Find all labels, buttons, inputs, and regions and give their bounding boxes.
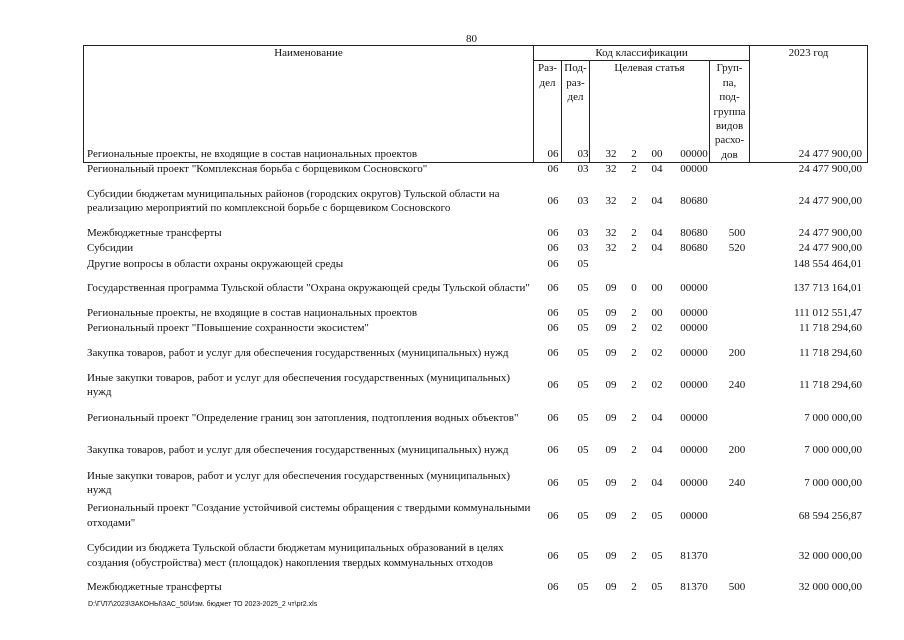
row-code-p1: 32 bbox=[605, 242, 617, 255]
row-code-p1: 09 bbox=[605, 346, 617, 359]
row-code-p3: 05 bbox=[651, 581, 663, 594]
table-row bbox=[83, 337, 868, 370]
row-amount: 7 000 000,00 bbox=[804, 477, 862, 490]
row-code-p1: 32 bbox=[605, 226, 617, 239]
row-code-p4: 80680 bbox=[680, 195, 708, 208]
row-code-rz: 06 bbox=[547, 444, 559, 457]
row-code-rz: 06 bbox=[547, 306, 559, 319]
row-code-p2: 2 bbox=[631, 226, 637, 239]
row-code-p2: 2 bbox=[631, 163, 637, 176]
table-body bbox=[83, 146, 868, 595]
row-code-pr: 05 bbox=[577, 411, 589, 424]
row-code-p4: 00000 bbox=[680, 477, 708, 490]
row-code-p1: 32 bbox=[605, 195, 617, 208]
row-code-p4: 00000 bbox=[680, 379, 708, 392]
row-code-pr: 03 bbox=[577, 163, 589, 176]
row-code-p2: 2 bbox=[631, 147, 637, 160]
row-code-rz: 06 bbox=[547, 581, 559, 594]
row-code-p1: 09 bbox=[605, 549, 617, 562]
table-row bbox=[83, 305, 868, 321]
row-code-vr: 500 bbox=[728, 581, 746, 594]
row-code-p3: 00 bbox=[651, 282, 663, 295]
row-code-pr: 03 bbox=[577, 147, 589, 160]
row-code-p3: 02 bbox=[651, 346, 663, 359]
row-code-p1: 32 bbox=[605, 147, 617, 160]
row-code-rz: 06 bbox=[547, 549, 559, 562]
row-code-rz: 06 bbox=[547, 163, 559, 176]
row-amount: 137 713 164,01 bbox=[793, 282, 862, 295]
row-code-p4: 00000 bbox=[680, 306, 708, 319]
row-code-rz: 06 bbox=[547, 346, 559, 359]
table-row bbox=[83, 402, 868, 435]
table-row bbox=[83, 369, 868, 402]
row-amount: 11 718 294,60 bbox=[799, 322, 862, 335]
table-row bbox=[83, 146, 868, 162]
row-code-rz: 06 bbox=[547, 226, 559, 239]
row-amount: 32 000 000,00 bbox=[798, 581, 862, 594]
row-name: Другие вопросы в области охраны окружающей среды bbox=[87, 258, 344, 271]
row-code-p1: 09 bbox=[605, 581, 617, 594]
row-name: Субсидии бюджетам муниципальных районов (городских округов) Тульской области на реализацию мероприятий по комплексной борьбе с борщевиком Сосновского bbox=[87, 187, 500, 215]
row-name: Межбюджетные трансферты bbox=[87, 226, 222, 239]
table-row bbox=[83, 467, 868, 500]
row-code-p2: 2 bbox=[631, 195, 637, 208]
row-code-rz: 06 bbox=[547, 411, 559, 424]
header-razdel: Раз- дел bbox=[534, 61, 562, 163]
row-amount: 11 718 294,60 bbox=[799, 379, 862, 392]
row-amount: 32 000 000,00 bbox=[798, 549, 862, 562]
header-year: 2023 год bbox=[750, 46, 868, 163]
row-amount: 24 477 900,00 bbox=[798, 226, 862, 239]
row-code-pr: 03 bbox=[577, 195, 589, 208]
table-row bbox=[83, 257, 868, 273]
row-name: Иные закупки товаров, работ и услуг для обеспечения государственных (муниципальных) нужд bbox=[87, 469, 511, 497]
row-code-p2: 2 bbox=[631, 581, 637, 594]
row-code-p4: 00000 bbox=[680, 163, 708, 176]
row-code-p3: 04 bbox=[651, 411, 663, 424]
header-code: Код классификации bbox=[534, 46, 750, 61]
row-code-pr: 05 bbox=[577, 477, 589, 490]
row-code-p3: 05 bbox=[651, 549, 663, 562]
row-code-p2: 2 bbox=[631, 411, 637, 424]
row-code-p2: 2 bbox=[631, 379, 637, 392]
row-code-rz: 06 bbox=[547, 477, 559, 490]
row-code-p1: 09 bbox=[605, 379, 617, 392]
row-code-rz: 06 bbox=[547, 147, 559, 160]
row-name: Закупка товаров, работ и услуг для обеспечения государственных (муниципальных) нужд bbox=[87, 444, 509, 457]
row-code-pr: 03 bbox=[577, 242, 589, 255]
row-code-p1: 09 bbox=[605, 411, 617, 424]
row-name: Межбюджетные трансферты bbox=[87, 581, 222, 594]
table-row bbox=[83, 272, 868, 305]
row-amount: 24 477 900,00 bbox=[798, 242, 862, 255]
row-name: Иные закупки товаров, работ и услуг для обеспечения государственных (муниципальных) нужд bbox=[87, 372, 511, 399]
row-code-p2: 2 bbox=[631, 346, 637, 359]
row-code-p3: 04 bbox=[651, 477, 663, 490]
row-name: Региональный проект "Определение границ зон затопления, подтопления водных объектов" bbox=[87, 411, 519, 424]
row-code-p3: 00 bbox=[651, 306, 663, 319]
table-row bbox=[83, 532, 868, 579]
row-code-p2: 2 bbox=[631, 242, 637, 255]
table-row bbox=[83, 162, 868, 178]
row-amount: 24 477 900,00 bbox=[798, 195, 862, 208]
row-code-rz: 06 bbox=[547, 242, 559, 255]
row-code-pr: 05 bbox=[577, 444, 589, 457]
row-code-p2: 2 bbox=[631, 509, 637, 522]
row-name: Региональный проект "Создание устойчивой системы обращения с твердыми коммунальными отходами" bbox=[87, 502, 531, 529]
row-code-p1: 09 bbox=[605, 306, 617, 319]
row-code-p3: 02 bbox=[651, 379, 663, 392]
row-code-rz: 06 bbox=[547, 322, 559, 335]
row-code-p3: 02 bbox=[651, 322, 663, 335]
row-code-p3: 04 bbox=[651, 444, 663, 457]
row-name: Государственная программа Тульской области "Охрана окружающей среды Тульской области" bbox=[87, 282, 530, 295]
row-name: Региональные проекты, не входящие в состав национальных проектов bbox=[87, 147, 418, 160]
row-code-p3: 00 bbox=[651, 147, 663, 160]
row-code-pr: 05 bbox=[577, 581, 589, 594]
row-amount: 24 477 900,00 bbox=[798, 147, 862, 160]
row-name: Региональные проекты, не входящие в состав национальных проектов bbox=[87, 306, 418, 319]
table-row bbox=[83, 178, 868, 225]
row-code-rz: 06 bbox=[547, 379, 559, 392]
row-code-p3: 04 bbox=[651, 242, 663, 255]
row-code-vr: 520 bbox=[728, 242, 746, 255]
row-amount: 11 718 294,60 bbox=[799, 346, 862, 359]
row-code-vr: 200 bbox=[728, 444, 746, 457]
row-code-pr: 03 bbox=[577, 226, 589, 239]
header-vid: Груп- па, под- группа видов расхо- дов bbox=[710, 61, 750, 163]
row-code-vr: 240 bbox=[728, 477, 746, 490]
row-code-p2: 2 bbox=[631, 322, 637, 335]
table-row bbox=[83, 225, 868, 241]
row-code-p1: 09 bbox=[605, 509, 617, 522]
row-code-pr: 05 bbox=[577, 379, 589, 392]
table-row bbox=[83, 580, 868, 596]
file-path: D:\Г\Л7\2023\ЗАКОНЫ\ЗАС_50\Изм. бюджет ТО 2023-2025_2 чт\pr2.xls bbox=[88, 601, 318, 608]
row-name: Региональный проект "Повышение сохранности экосистем" bbox=[87, 322, 369, 335]
row-code-rz: 06 bbox=[547, 282, 559, 295]
row-code-p3: 04 bbox=[651, 195, 663, 208]
row-amount: 111 012 551,47 bbox=[794, 306, 862, 319]
row-code-p2: 2 bbox=[631, 549, 637, 562]
row-code-p3: 04 bbox=[651, 163, 663, 176]
row-name: Субсидии bbox=[87, 242, 134, 255]
table-row bbox=[83, 241, 868, 257]
row-code-p2: 0 bbox=[631, 282, 637, 295]
row-code-p4: 00000 bbox=[680, 509, 708, 522]
row-code-p4: 81370 bbox=[680, 549, 708, 562]
row-code-p1: 09 bbox=[605, 322, 617, 335]
row-amount: 148 554 464,01 bbox=[793, 258, 862, 271]
row-amount: 68 594 256,87 bbox=[798, 509, 862, 522]
row-code-p4: 00000 bbox=[680, 411, 708, 424]
row-amount: 24 477 900,00 bbox=[798, 163, 862, 176]
row-code-p4: 81370 bbox=[680, 581, 708, 594]
row-code-p4: 80680 bbox=[680, 242, 708, 255]
row-code-p4: 00000 bbox=[680, 346, 708, 359]
row-code-p1: 09 bbox=[605, 282, 617, 295]
row-amount: 7 000 000,00 bbox=[804, 444, 862, 457]
table-row bbox=[83, 434, 868, 467]
row-code-vr: 200 bbox=[728, 346, 746, 359]
row-name: Закупка товаров, работ и услуг для обеспечения государственных (муниципальных) нужд bbox=[87, 346, 509, 359]
row-code-p1: 09 bbox=[605, 444, 617, 457]
row-code-pr: 05 bbox=[577, 346, 589, 359]
header-target: Целевая статья bbox=[590, 61, 710, 163]
row-code-p2: 2 bbox=[631, 477, 637, 490]
row-amount: 7 000 000,00 bbox=[804, 411, 862, 424]
row-code-rz: 06 bbox=[547, 258, 559, 271]
row-code-p4: 00000 bbox=[680, 444, 708, 457]
row-code-p1: 09 bbox=[605, 477, 617, 490]
row-code-p3: 05 bbox=[651, 509, 663, 522]
row-code-pr: 05 bbox=[577, 549, 589, 562]
row-code-p2: 2 bbox=[631, 306, 637, 319]
table-row bbox=[83, 500, 868, 533]
row-code-p3: 04 bbox=[651, 226, 663, 239]
row-code-rz: 06 bbox=[547, 195, 559, 208]
row-code-rz: 06 bbox=[547, 509, 559, 522]
row-code-pr: 05 bbox=[577, 258, 589, 271]
row-code-p1: 32 bbox=[605, 163, 617, 176]
header-podrazdel: Под- раз- дел bbox=[562, 61, 590, 163]
row-code-vr: 240 bbox=[728, 379, 746, 392]
table-row bbox=[83, 321, 868, 337]
header-name: Наименование bbox=[84, 46, 534, 163]
row-code-pr: 05 bbox=[577, 306, 589, 319]
row-name: Региональный проект "Комплексная борьба с борщевиком Сосновского" bbox=[87, 163, 428, 176]
page-number: 80 bbox=[466, 33, 477, 45]
row-code-vr: 500 bbox=[728, 226, 746, 239]
row-code-p2: 2 bbox=[631, 444, 637, 457]
row-name: Субсидии из бюджета Тульской области бюджетам муниципальных образований в целях создания (обустройства) мест (площадок) накопления твердых коммунальных отходов bbox=[87, 542, 504, 569]
row-code-p4: 00000 bbox=[680, 322, 708, 335]
row-code-pr: 05 bbox=[577, 282, 589, 295]
row-code-pr: 05 bbox=[577, 509, 589, 522]
row-code-p4: 80680 bbox=[680, 226, 708, 239]
row-code-p4: 00000 bbox=[680, 147, 708, 160]
row-code-p4: 00000 bbox=[680, 282, 708, 295]
row-code-pr: 05 bbox=[577, 322, 589, 335]
